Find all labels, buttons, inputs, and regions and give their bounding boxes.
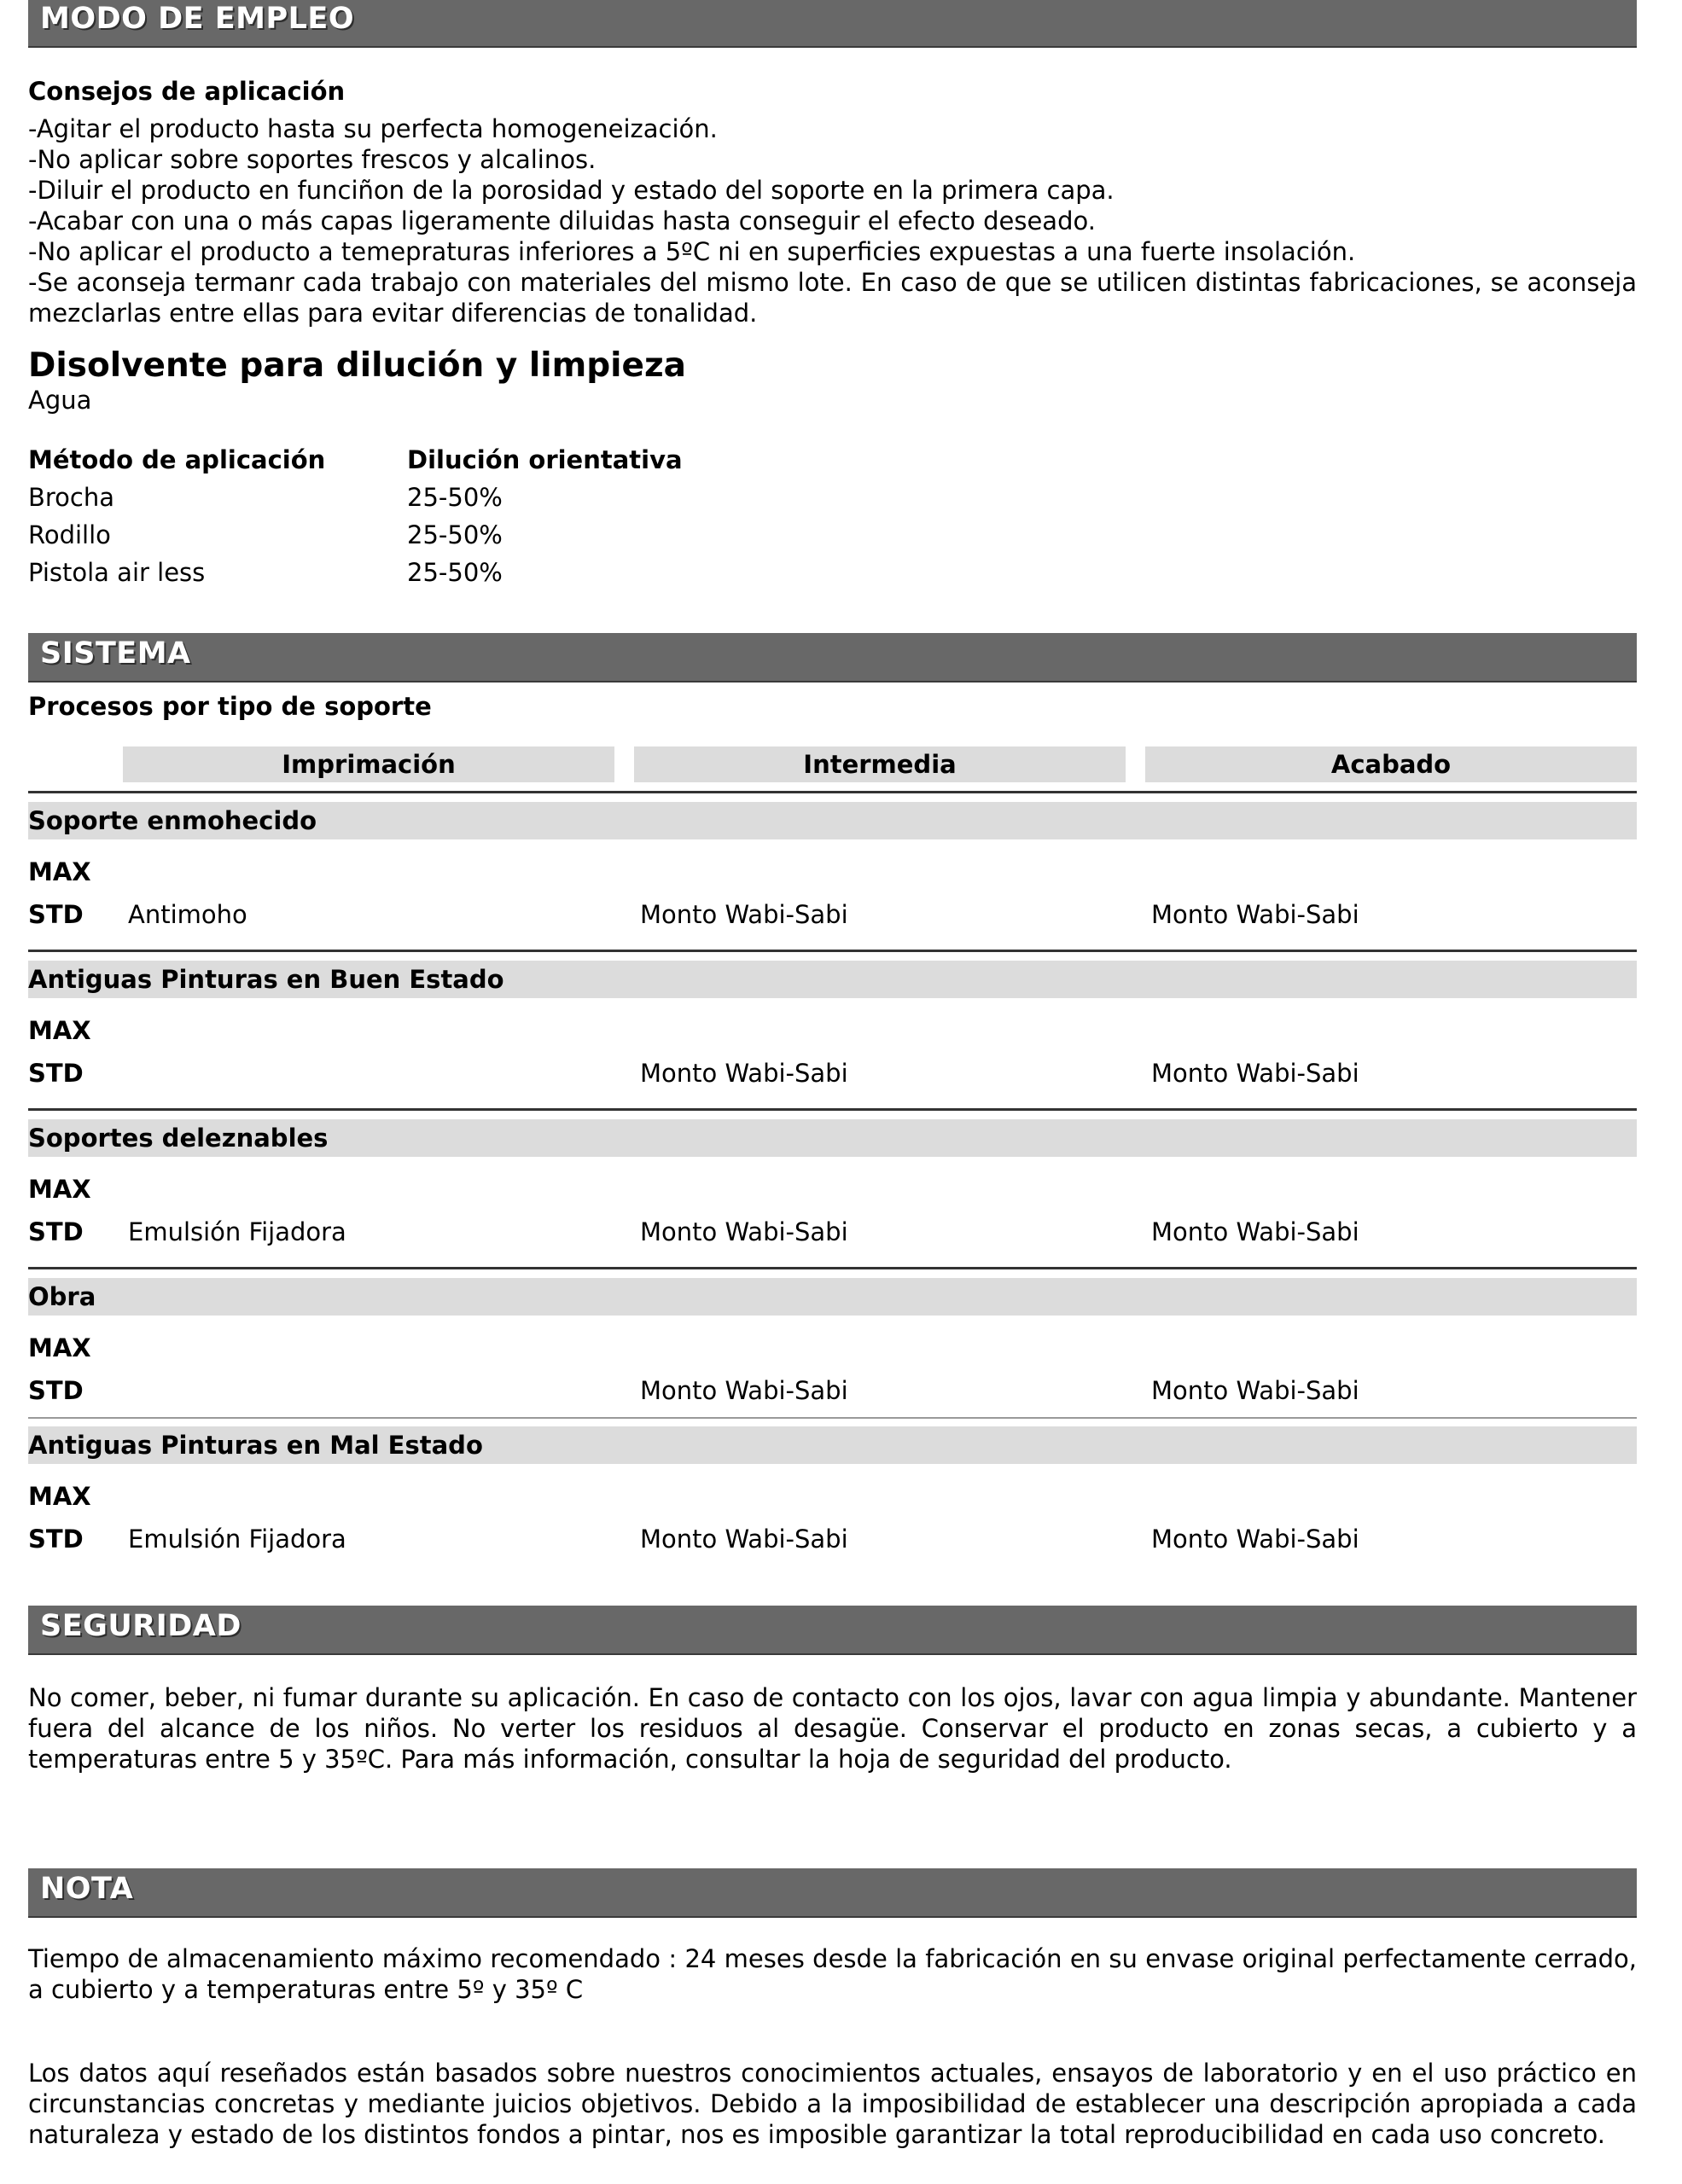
consejo-line: -No aplicar sobre soportes frescos y alcalinos. [28,145,597,174]
max-label: MAX [28,857,91,886]
group-name: Soportes deleznables [28,1124,329,1153]
group-divider [28,1417,1637,1419]
max-label: MAX [28,1016,91,1045]
consejo-paragraph: -Se aconseja termanr cada trabajo con materiales del mismo lote. En caso de que se utilicen distintas fabricaciones, se aconseja mezclarlas entre ellas para evitar diferencias de tonalidad. [28,268,1637,328]
column-header-acabado: Acabado [1145,746,1637,782]
std-label: STD [28,1525,84,1554]
column-header-imprimacion: Imprimación [123,746,614,782]
disolvente-title: Disolvente para dilución y limpieza [28,346,686,385]
max-label: MAX [28,1333,91,1362]
section-title: SISTEMA [40,636,191,671]
std-acabado: Monto Wabi-Sabi [1151,1059,1359,1088]
column-header-intermedia: Intermedia [634,746,1126,782]
std-intermedia: Monto Wabi-Sabi [640,1525,848,1554]
max-label: MAX [28,1482,91,1511]
group-name: Soporte enmohecido [28,806,317,835]
std-imprimacion: Emulsión Fijadora [128,1217,346,1246]
group-title [28,1426,1637,1464]
std-intermedia: Monto Wabi-Sabi [640,1376,848,1405]
std-intermedia: Monto Wabi-Sabi [640,900,848,929]
section-title: MODO DE EMPLEO [40,2,355,36]
metodo-dilution: 25-50% [407,558,503,587]
std-label: STD [28,900,84,929]
consejo-line: -Diluir el producto en funciñon de la porosidad y estado del soporte en la primera capa. [28,176,1115,205]
group-title [28,1119,1637,1157]
std-label: STD [28,1376,84,1405]
consejos-title: Consejos de aplicación [28,77,346,106]
section-header-seguridad [28,1606,1637,1655]
section-header-modo-empleo [28,0,1637,48]
disolvente-value: Agua [28,386,92,415]
std-intermedia: Monto Wabi-Sabi [640,1059,848,1088]
section-title: SEGURIDAD [40,1609,242,1643]
std-acabado: Monto Wabi-Sabi [1151,1217,1359,1246]
metodo-name: Brocha [28,483,115,512]
group-title [28,961,1637,998]
std-acabado: Monto Wabi-Sabi [1151,1376,1359,1405]
std-imprimacion: Emulsión Fijadora [128,1525,346,1554]
group-name: Antiguas Pinturas en Buen Estado [28,965,504,994]
consejo-line: -Agitar el producto hasta su perfecta homogeneización. [28,114,718,143]
group-divider [28,1108,1637,1111]
consejo-line: -No aplicar el producto a temepraturas inferiores a 5ºC ni en superficies expuestas a una fuerte insolación. [28,237,1356,266]
sistema-subtitle: Procesos por tipo de soporte [28,692,432,721]
group-divider [28,950,1637,952]
group-divider [28,1267,1637,1269]
section-title: NOTA [40,1872,134,1906]
metodo-dilution: 25-50% [407,520,503,549]
nota-storage-text: Tiempo de almacenamiento máximo recomendado : 24 meses desde la fabricación en su envase original perfectamente cerrado, a cubierto y a temperaturas entre 5º y 35º C [28,1944,1637,2004]
std-acabado: Monto Wabi-Sabi [1151,900,1359,929]
dilucion-header: Dilución orientativa [407,445,683,474]
group-name: Antiguas Pinturas en Mal Estado [28,1431,483,1460]
group-title [28,802,1637,839]
seguridad-text: No comer, beber, ni fumar durante su aplicación. En caso de contacto con los ojos, lavar con agua limpia y abundante. Mantener fuera del alcance de los niños. No verter los residuos al desagüe. Conservar el producto en zonas secas, a cubierto y a temperaturas entre 5 y 35ºC. Para más información, consultar la hoja de seguridad del producto. [28,1683,1637,1774]
consejo-line: -Acabar con una o más capas ligeramente diluidas hasta conseguir el efecto deseado. [28,206,1096,235]
std-label: STD [28,1059,84,1088]
section-header-nota [28,1868,1637,1918]
section-header-sistema [28,633,1637,682]
group-divider [28,791,1637,793]
nota-disclaimer-text: Los datos aquí reseñados están basados sobre nuestros conocimientos actuales, ensayos de laboratorio y en el uso práctico en circunstancias concretas y mediante juicios objetivos. Debido a la imposibilidad de establecer una descripción apropiada a cada naturaleza y estado de los distintos fondos a pintar, nos es imposible garantizar la total reproducibilidad en cada uso concreto. [28,2059,1637,2149]
std-label: STD [28,1217,84,1246]
metodo-header: Método de aplicación [28,445,326,474]
metodo-name: Rodillo [28,520,111,549]
std-intermedia: Monto Wabi-Sabi [640,1217,848,1246]
metodo-name: Pistola air less [28,558,206,587]
max-label: MAX [28,1175,91,1204]
std-acabado: Monto Wabi-Sabi [1151,1525,1359,1554]
group-name: Obra [28,1282,96,1311]
std-imprimacion: Antimoho [128,900,247,929]
group-title [28,1278,1637,1316]
metodo-dilution: 25-50% [407,483,503,512]
